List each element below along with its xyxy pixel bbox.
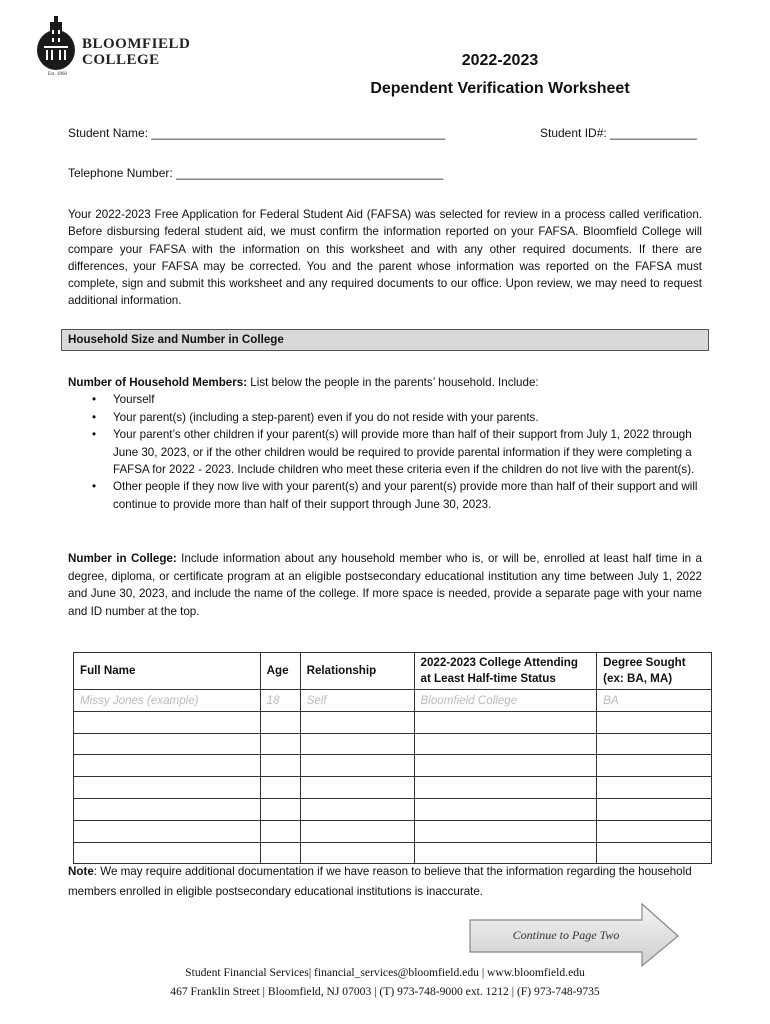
table-cell[interactable] xyxy=(597,842,712,864)
example-name[interactable]: Missy Jones (example) xyxy=(74,690,261,712)
student-name-field[interactable]: Student Name: ____________________________________________ xyxy=(68,126,446,140)
number-in-college-label: Number in College: xyxy=(68,552,177,565)
table-cell[interactable] xyxy=(300,842,414,864)
logo-line1: BLOOMFIELD xyxy=(82,36,191,52)
example-relationship[interactable]: Self xyxy=(300,690,414,712)
table-row xyxy=(74,711,712,733)
building-logo-icon xyxy=(36,16,80,74)
header-age: Age xyxy=(260,653,300,690)
section-header xyxy=(61,329,709,351)
continue-label: Continue to Page Two xyxy=(512,928,620,942)
table-cell[interactable] xyxy=(74,733,261,755)
table-cell[interactable] xyxy=(414,733,597,755)
table-cell[interactable] xyxy=(597,777,712,799)
household-members-list xyxy=(68,391,708,513)
table-cell[interactable] xyxy=(300,755,414,777)
table-cell[interactable] xyxy=(414,711,597,733)
household-members-label: Number of Household Members: xyxy=(68,376,248,389)
note-text: : We may require additional documentation if we have reason to believe that the information regarding the household members enrolled in eligible postsecondary educational institutions is inaccurate. xyxy=(68,865,692,898)
example-age[interactable]: 18 xyxy=(260,690,300,712)
table-row-example xyxy=(74,690,712,712)
table-cell[interactable] xyxy=(74,777,261,799)
list-item: • Other people if they now live with your parent(s) and your parent(s) provide more than half of their support and will continue to provide more than half of their support through June 30, 2023. xyxy=(113,478,708,513)
household-members-intro xyxy=(68,374,708,391)
table-cell[interactable] xyxy=(260,777,300,799)
student-id-field[interactable]: Student ID#: _____________ xyxy=(540,126,697,140)
table-cell[interactable] xyxy=(74,711,261,733)
table-row xyxy=(74,798,712,820)
header-degree: Degree Sought (ex: BA, MA) xyxy=(597,653,712,690)
table-cell[interactable] xyxy=(414,755,597,777)
table-cell[interactable] xyxy=(414,842,597,864)
header-college: 2022-2023 College Attending at Least Half-time Status xyxy=(414,653,597,690)
number-in-college-paragraph xyxy=(68,550,702,620)
footer-address: 467 Franklin Street | Bloomfield, NJ 07003 | (T) 973-748-9000 ext. 1212 | (F) 973-748-9735 xyxy=(170,985,600,998)
header-full-name: Full Name xyxy=(74,653,261,690)
table-row xyxy=(74,777,712,799)
table-cell[interactable] xyxy=(414,820,597,842)
table-cell[interactable] xyxy=(597,711,712,733)
logo-est: Est. 1868 xyxy=(48,72,67,77)
header-relationship: Relationship xyxy=(300,653,414,690)
list-item: • Your parent’s other children if your parent(s) will provide more than half of their support from July 1, 2022 through June 30, 2023, or if the other children would be required to provide parental information if they were completing a FAFSA for 2022 - 2023. Include children who meet these criteria even if the children do not live with the parent(s). xyxy=(113,426,708,478)
table-cell[interactable] xyxy=(74,820,261,842)
list-item: • Your parent(s) (including a step-parent) even if you do not reside with your parents. xyxy=(113,409,708,426)
table-cell[interactable] xyxy=(260,755,300,777)
household-members-text: List below the people in the parents’ household. Include: xyxy=(247,376,539,389)
document-title: Dependent Verification Worksheet xyxy=(370,80,630,97)
intro-paragraph: Your 2022-2023 Free Application for Federal Student Aid (FAFSA) was selected for review in a process called verification. Before disbursing federal student aid, we must confirm the information reported on your FAFSA. Bloomfield College will compare your FAFSA with the information on this worksheet and with any other required documents. If there are differences, your FAFSA may be corrected. You and the parent whose information was reported on the FAFSA must complete, sign and submit this worksheet and any required documents to our office. Upon review, we may need to request additional information. xyxy=(68,208,702,308)
table-row xyxy=(74,733,712,755)
section-title: Household Size and Number in College xyxy=(68,333,284,346)
table-cell[interactable] xyxy=(74,755,261,777)
table-cell[interactable] xyxy=(414,777,597,799)
list-item: • Yourself xyxy=(113,391,708,408)
example-college[interactable]: Bloomfield College xyxy=(414,690,597,712)
table-cell[interactable] xyxy=(300,711,414,733)
table-cell[interactable] xyxy=(260,842,300,864)
table-cell[interactable] xyxy=(597,755,712,777)
table-cell[interactable] xyxy=(414,798,597,820)
example-degree[interactable]: BA xyxy=(597,690,712,712)
continue-arrow-button[interactable] xyxy=(468,900,688,970)
table-cell[interactable] xyxy=(260,798,300,820)
table-cell[interactable] xyxy=(597,798,712,820)
table-cell[interactable] xyxy=(300,820,414,842)
table-cell[interactable] xyxy=(260,820,300,842)
table-cell[interactable] xyxy=(597,733,712,755)
table-cell[interactable] xyxy=(300,733,414,755)
note-paragraph xyxy=(68,862,708,902)
table-cell[interactable] xyxy=(597,820,712,842)
logo-line2: COLLEGE xyxy=(82,52,160,68)
table-cell[interactable] xyxy=(300,777,414,799)
table-cell[interactable] xyxy=(260,733,300,755)
table-row xyxy=(74,820,712,842)
document-year: 2022-2023 xyxy=(461,52,539,69)
telephone-field[interactable]: Telephone Number: ________________________________________ xyxy=(68,166,444,180)
household-members-block xyxy=(68,374,708,513)
table-cell[interactable] xyxy=(300,798,414,820)
household-table xyxy=(73,652,712,864)
table-cell[interactable] xyxy=(74,842,261,864)
number-in-college-text: Include information about any household member who is, or will be, enrolled at least half time in a degree, diploma, or certificate program at an eligible postsecondary educational institution any time between July 1, 2022 and June 30, 2023, and include the name of the college. If more space is needed, provide a separate page with your name and ID number at the top. xyxy=(68,552,702,618)
note-label: Note xyxy=(68,865,94,878)
table-header-row xyxy=(74,653,712,690)
footer-contact: Student Financial Services| financial_services@bloomfield.edu | www.bloomfield.edu xyxy=(185,966,585,979)
table-row xyxy=(74,842,712,864)
table-row xyxy=(74,755,712,777)
table-cell[interactable] xyxy=(74,798,261,820)
table-cell[interactable] xyxy=(260,711,300,733)
